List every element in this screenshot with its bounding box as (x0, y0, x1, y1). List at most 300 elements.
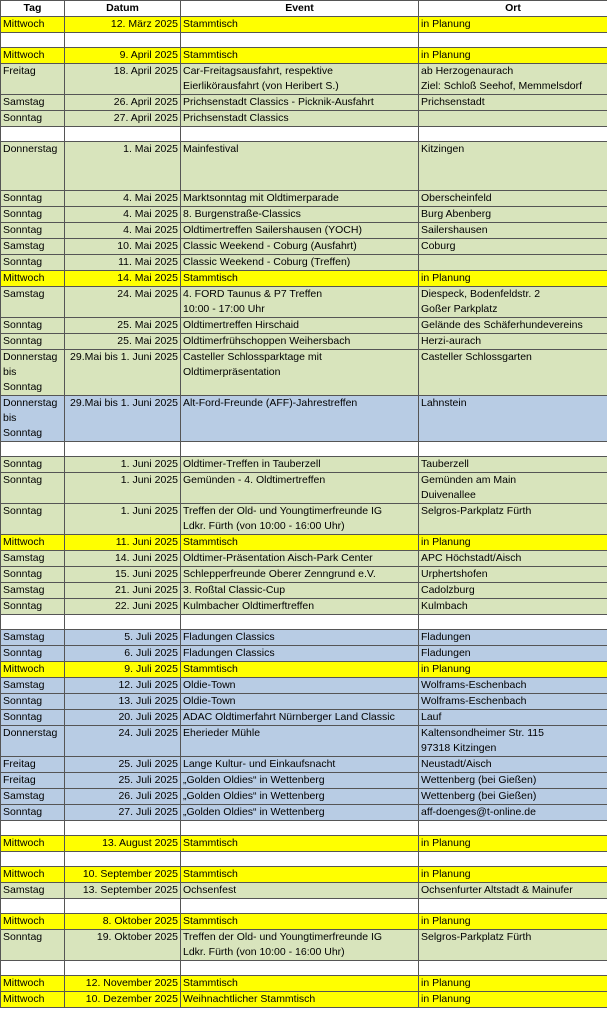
cell-tag (1, 255, 65, 271)
spacer-cell (1, 852, 65, 867)
cell-ort (419, 599, 607, 615)
cell-tag (1, 726, 65, 757)
cell-datum: 27. April 2025 (65, 111, 181, 127)
cell-datum: 11. Mai 2025 (65, 255, 181, 271)
cell-event-line: Oldtimer-Präsentation Aisch-Park Center (183, 552, 373, 564)
cell-tag-line: Sonntag (3, 319, 43, 331)
spacer-row (1, 821, 607, 836)
cell-ort (419, 318, 607, 334)
table-row (1, 334, 607, 350)
cell-ort-line: Cadolzburg (421, 584, 475, 596)
table-row (1, 710, 607, 726)
cell-event-line: Classic Weekend - Coburg (Ausfahrt) (183, 240, 357, 252)
cell-datum: 10. September 2025 (65, 867, 181, 883)
spacer-row (1, 615, 607, 630)
cell-event-line: Oldie-Town (183, 679, 236, 691)
cell-tag-line: Sonntag (3, 458, 43, 470)
cell-event-line: 10:00 - 17:00 Uhr (183, 303, 265, 315)
cell-ort (419, 789, 607, 805)
cell-tag (1, 630, 65, 646)
table-row (1, 630, 607, 646)
cell-event (181, 583, 419, 599)
cell-datum: 5. Juli 2025 (65, 630, 181, 646)
cell-event (181, 287, 419, 318)
cell-ort-line: Burg Abenberg (421, 208, 492, 220)
cell-ort-line: ab Herzogenaurach (421, 65, 514, 77)
cell-ort (419, 17, 607, 33)
cell-event-line: Prichsenstadt Classics (183, 112, 289, 124)
cell-tag (1, 287, 65, 318)
cell-event-line: „Golden Oldies“ in Wettenberg (183, 806, 325, 818)
cell-ort-line: APC Höchstadt/Aisch (421, 552, 522, 564)
cell-event (181, 457, 419, 473)
spacer-cell (1, 442, 65, 457)
cell-ort-line: Oberscheinfeld (421, 192, 492, 204)
cell-tag (1, 223, 65, 239)
cell-ort (419, 678, 607, 694)
cell-ort-line: Wettenberg (bei Gießen) (421, 790, 537, 802)
cell-event (181, 789, 419, 805)
cell-event (181, 271, 419, 287)
cell-ort-line: Neustadt/Aisch (421, 758, 492, 770)
table-row (1, 662, 607, 678)
spacer-cell (65, 852, 181, 867)
cell-tag (1, 535, 65, 551)
spacer-cell (419, 852, 607, 867)
spacer-cell (1, 899, 65, 914)
cell-event (181, 867, 419, 883)
cell-event (181, 318, 419, 334)
cell-tag-line: Mittwoch (3, 915, 45, 927)
table-row (1, 287, 607, 318)
cell-datum: 10. Mai 2025 (65, 239, 181, 255)
spacer-row (1, 442, 607, 457)
cell-ort-line: Lahnstein (421, 397, 467, 409)
cell-datum: 15. Juni 2025 (65, 567, 181, 583)
header-event: Event (181, 1, 419, 17)
table-row (1, 504, 607, 535)
cell-datum: 25. Mai 2025 (65, 334, 181, 350)
spacer-row (1, 33, 607, 48)
cell-tag-line: Samstag (3, 96, 45, 108)
cell-tag (1, 64, 65, 95)
cell-event-line: Prichsenstadt Classics - Picknik-Ausfahrt (183, 96, 374, 108)
cell-event-line: Eherieder Mühle (183, 727, 261, 739)
cell-ort (419, 207, 607, 223)
cell-event (181, 630, 419, 646)
cell-event (181, 334, 419, 350)
cell-datum: 25. Juli 2025 (65, 773, 181, 789)
cell-datum: 8. Oktober 2025 (65, 914, 181, 930)
cell-event-line: Weihnachtlicher Stammtisch (183, 993, 316, 1005)
cell-tag-line: Sonntag (3, 256, 43, 268)
cell-tag-line: Sonntag (3, 931, 43, 943)
cell-ort-line: Tauberzell (421, 458, 469, 470)
cell-event (181, 473, 419, 504)
cell-event-line: 3. Roßtal Classic-Cup (183, 584, 286, 596)
cell-event-line: Treffen der Old- und Youngtimerfreunde IG (183, 505, 383, 517)
cell-ort-line: in Planung (421, 663, 471, 675)
cell-event-line: Ochsenfest (183, 884, 237, 896)
cell-tag-line: Mittwoch (3, 837, 45, 849)
cell-event-line: Lange Kultur- und Einkaufsnacht (183, 758, 336, 770)
spacer-cell (1, 615, 65, 630)
cell-tag (1, 646, 65, 662)
cell-event-line: Oldie-Town (183, 695, 236, 707)
cell-event-line: Gemünden - 4. Oldtimertreffen (183, 474, 326, 486)
table-row (1, 789, 607, 805)
cell-ort (419, 535, 607, 551)
cell-ort-line: Prichsenstadt (421, 96, 485, 108)
header-datum: Datum (65, 1, 181, 17)
cell-datum: 1. Juni 2025 (65, 457, 181, 473)
cell-event (181, 930, 419, 961)
cell-ort (419, 883, 607, 899)
cell-datum: 10. Dezember 2025 (65, 992, 181, 1008)
cell-tag (1, 504, 65, 535)
cell-event-line: Oldtimerfrühschoppen Weihersbach (183, 335, 351, 347)
cell-datum: 13. Juli 2025 (65, 694, 181, 710)
cell-ort (419, 191, 607, 207)
spacer-row (1, 852, 607, 867)
cell-datum: 9. April 2025 (65, 48, 181, 64)
cell-datum: 18. April 2025 (65, 64, 181, 95)
cell-event (181, 757, 419, 773)
cell-datum: 19. Oktober 2025 (65, 930, 181, 961)
table-row (1, 836, 607, 852)
table-row (1, 726, 607, 757)
spacer-cell (181, 127, 419, 142)
cell-event (181, 239, 419, 255)
header-row (1, 1, 607, 17)
cell-tag (1, 678, 65, 694)
cell-ort (419, 914, 607, 930)
cell-datum: 24. Mai 2025 (65, 287, 181, 318)
table-row (1, 930, 607, 961)
cell-datum: 22. Juni 2025 (65, 599, 181, 615)
cell-tag-line: Sonntag (3, 568, 43, 580)
spacer-cell (181, 33, 419, 48)
cell-event (181, 662, 419, 678)
table-row (1, 976, 607, 992)
cell-ort (419, 805, 607, 821)
cell-tag (1, 867, 65, 883)
spacer-cell (1, 961, 65, 976)
cell-event (181, 142, 419, 191)
cell-tag-line: Sonntag (3, 695, 43, 707)
cell-ort (419, 457, 607, 473)
cell-ort-line: in Planung (421, 272, 471, 284)
cell-ort (419, 583, 607, 599)
cell-datum: 12. Juli 2025 (65, 678, 181, 694)
cell-event (181, 805, 419, 821)
cell-ort-line: Gelände des Schäferhundevereins (421, 319, 583, 331)
cell-event-line: Fladungen Classics (183, 631, 275, 643)
spacer-cell (1, 821, 65, 836)
cell-ort (419, 504, 607, 535)
table-row (1, 678, 607, 694)
spacer-cell (65, 442, 181, 457)
table-row (1, 271, 607, 287)
table-row (1, 992, 607, 1008)
table-row (1, 914, 607, 930)
spacer-cell (181, 821, 419, 836)
table-row (1, 473, 607, 504)
cell-tag (1, 694, 65, 710)
cell-datum: 12. November 2025 (65, 976, 181, 992)
spacer-row (1, 899, 607, 914)
cell-tag (1, 396, 65, 442)
cell-ort (419, 350, 607, 396)
spacer-cell (181, 852, 419, 867)
cell-ort (419, 271, 607, 287)
cell-tag-line: Samstag (3, 679, 45, 691)
cell-ort-line: Ochsenfurter Altstadt & Mainufer (421, 884, 573, 896)
cell-ort (419, 726, 607, 757)
cell-datum: 14. Juni 2025 (65, 551, 181, 567)
cell-tag-line: Mittwoch (3, 49, 45, 61)
cell-tag (1, 350, 65, 396)
cell-ort (419, 630, 607, 646)
cell-tag-line: Samstag (3, 240, 45, 252)
cell-tag-line: Mittwoch (3, 868, 45, 880)
cell-ort-line: in Planung (421, 49, 471, 61)
cell-event (181, 836, 419, 852)
cell-tag (1, 111, 65, 127)
cell-event-line: „Golden Oldies“ in Wettenberg (183, 774, 325, 786)
cell-datum: 29.Mai bis 1. Juni 2025 (65, 350, 181, 396)
cell-event (181, 207, 419, 223)
table-row (1, 694, 607, 710)
cell-tag-line: Sonntag (3, 224, 43, 236)
cell-event-line: Eierlikörausfahrt (von Heribert S.) (183, 80, 339, 92)
cell-datum: 1. Mai 2025 (65, 142, 181, 191)
spacer-cell (65, 821, 181, 836)
cell-event-line: Car-Freitagsausfahrt, respektive (183, 65, 333, 77)
cell-event (181, 976, 419, 992)
cell-tag-line: Samstag (3, 790, 45, 802)
cell-tag-line: Freitag (3, 65, 36, 77)
cell-tag-line: Donnerstag (3, 351, 58, 363)
cell-tag (1, 473, 65, 504)
cell-ort-line: Urphertshofen (421, 568, 488, 580)
cell-ort (419, 662, 607, 678)
cell-tag-line: bis (3, 366, 17, 378)
table-row (1, 239, 607, 255)
cell-datum: 14. Mai 2025 (65, 271, 181, 287)
cell-tag-line: Samstag (3, 288, 45, 300)
cell-ort (419, 287, 607, 318)
cell-datum: 27. Juli 2025 (65, 805, 181, 821)
cell-event-line: Oldtimertreffen Sailershausen (YOCH) (183, 224, 362, 236)
cell-datum: 4. Mai 2025 (65, 223, 181, 239)
table-row (1, 551, 607, 567)
cell-ort-line: Sailershausen (421, 224, 488, 236)
cell-event (181, 223, 419, 239)
cell-ort (419, 396, 607, 442)
table-row (1, 396, 607, 442)
cell-ort-line: Selgros-Parkplatz Fürth (421, 931, 532, 943)
cell-tag (1, 207, 65, 223)
cell-ort-line: Gemünden am Main (421, 474, 517, 486)
cell-tag-line: Samstag (3, 884, 45, 896)
cell-tag (1, 142, 65, 191)
cell-tag-line: Sonntag (3, 192, 43, 204)
table-row (1, 457, 607, 473)
cell-datum: 21. Juni 2025 (65, 583, 181, 599)
cell-tag-line: Sonntag (3, 806, 43, 818)
spacer-cell (181, 442, 419, 457)
cell-event-line: Stammtisch (183, 915, 238, 927)
cell-ort-line: Fladungen (421, 631, 471, 643)
table-row (1, 867, 607, 883)
spacer-cell (65, 615, 181, 630)
cell-event-line: „Golden Oldies“ in Wettenberg (183, 790, 325, 802)
cell-ort-line: in Planung (421, 18, 471, 30)
cell-tag (1, 318, 65, 334)
table-row (1, 64, 607, 95)
spacer-cell (419, 127, 607, 142)
cell-event-line: Alt-Ford-Freunde (AFF)-Jahrestreffen (183, 397, 358, 409)
cell-tag-line: Mittwoch (3, 18, 45, 30)
spacer-cell (181, 961, 419, 976)
cell-datum: 1. Juni 2025 (65, 473, 181, 504)
cell-event-line: Treffen der Old- und Youngtimerfreunde IG (183, 931, 383, 943)
cell-ort (419, 473, 607, 504)
cell-datum: 26. April 2025 (65, 95, 181, 111)
cell-tag-line: Sonntag (3, 112, 43, 124)
cell-ort-line: Casteller Schlossgarten (421, 351, 532, 363)
cell-event (181, 710, 419, 726)
cell-ort-line: in Planung (421, 977, 471, 989)
table-row (1, 599, 607, 615)
cell-event (181, 350, 419, 396)
cell-ort (419, 836, 607, 852)
cell-datum: 6. Juli 2025 (65, 646, 181, 662)
cell-datum: 25. Mai 2025 (65, 318, 181, 334)
cell-ort (419, 255, 607, 271)
table-row (1, 111, 607, 127)
cell-tag (1, 930, 65, 961)
cell-tag (1, 773, 65, 789)
cell-ort-line: in Planung (421, 868, 471, 880)
cell-event-line: ADAC Oldtimerfahrt Nürnberger Land Classic (183, 711, 395, 723)
cell-event (181, 191, 419, 207)
spacer-row (1, 961, 607, 976)
spacer-cell (181, 615, 419, 630)
cell-tag-line: Sonntag (3, 381, 43, 393)
cell-tag (1, 976, 65, 992)
table-row (1, 646, 607, 662)
cell-event (181, 883, 419, 899)
cell-event-line: Stammtisch (183, 49, 238, 61)
cell-event-line: Stammtisch (183, 977, 238, 989)
cell-tag-line: Donnerstag (3, 397, 58, 409)
cell-ort-line: Kulmbach (421, 600, 468, 612)
cell-event (181, 678, 419, 694)
cell-event (181, 567, 419, 583)
cell-event (181, 17, 419, 33)
cell-datum: 25. Juli 2025 (65, 757, 181, 773)
cell-tag-line: Samstag (3, 552, 45, 564)
spacer-cell (1, 127, 65, 142)
cell-ort-line: Wolframs-Eschenbach (421, 695, 527, 707)
cell-event (181, 535, 419, 551)
cell-tag-line: Sonntag (3, 505, 43, 517)
table-row (1, 207, 607, 223)
table-row (1, 350, 607, 396)
cell-event-line: Oldtimertreffen Hirschaid (183, 319, 299, 331)
spacer-cell (419, 961, 607, 976)
cell-datum: 11. Juni 2025 (65, 535, 181, 551)
cell-ort (419, 223, 607, 239)
cell-event-line: Casteller Schlossparktage mit (183, 351, 322, 363)
cell-ort (419, 567, 607, 583)
header-ort: Ort (419, 1, 607, 17)
table-row (1, 223, 607, 239)
cell-ort-line: 97318 Kitzingen (421, 742, 497, 754)
table-row (1, 567, 607, 583)
cell-tag-line: Mittwoch (3, 993, 45, 1005)
cell-tag (1, 239, 65, 255)
cell-tag (1, 789, 65, 805)
cell-event-line: Oldtimer-Treffen in Tauberzell (183, 458, 321, 470)
cell-ort-line: Wolframs-Eschenbach (421, 679, 527, 691)
spacer-cell (419, 899, 607, 914)
table-row (1, 757, 607, 773)
cell-ort-line: in Planung (421, 536, 471, 548)
cell-tag (1, 757, 65, 773)
cell-ort-line: Fladungen (421, 647, 471, 659)
table-row (1, 95, 607, 111)
table-row (1, 535, 607, 551)
cell-ort-line: in Planung (421, 915, 471, 927)
cell-ort-line: Kitzingen (421, 143, 465, 155)
table-row (1, 883, 607, 899)
cell-datum: 29.Mai bis 1. Juni 2025 (65, 396, 181, 442)
cell-tag (1, 551, 65, 567)
cell-event (181, 599, 419, 615)
cell-datum: 24. Juli 2025 (65, 726, 181, 757)
cell-tag (1, 599, 65, 615)
cell-ort-line: Ziel: Schloß Seehof, Memmelsdorf (421, 80, 583, 92)
spacer-cell (65, 33, 181, 48)
cell-ort (419, 694, 607, 710)
cell-ort (419, 95, 607, 111)
spacer-cell (65, 127, 181, 142)
cell-event-line: Schlepperfreunde Oberer Zenngrund e.V. (183, 568, 376, 580)
cell-event-line: Marktsonntag mit Oldtimerparade (183, 192, 339, 204)
cell-datum: 13. September 2025 (65, 883, 181, 899)
cell-event-line: Stammtisch (183, 868, 238, 880)
cell-tag-line: Sonntag (3, 335, 43, 347)
table-row (1, 805, 607, 821)
cell-event (181, 646, 419, 662)
cell-ort-line: in Planung (421, 837, 471, 849)
table-row (1, 255, 607, 271)
spacer-cell (181, 899, 419, 914)
cell-event (181, 551, 419, 567)
cell-ort (419, 142, 607, 191)
cell-event-line: Stammtisch (183, 663, 238, 675)
cell-event-line: Stammtisch (183, 18, 238, 30)
cell-tag (1, 48, 65, 64)
cell-ort-line: Selgros-Parkplatz Fürth (421, 505, 532, 517)
table-row (1, 583, 607, 599)
cell-event-line: Ldkr. Fürth (von 10:00 - 16:00 Uhr) (183, 946, 345, 958)
cell-datum: 4. Mai 2025 (65, 191, 181, 207)
cell-tag (1, 992, 65, 1008)
